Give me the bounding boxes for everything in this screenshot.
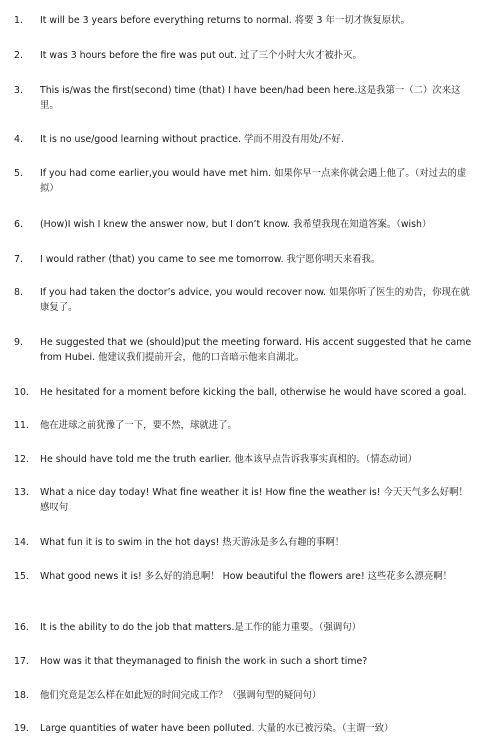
item-text: He should have told me the truth earlier. 他本该早点告诉我事实真相的。（情态动词） bbox=[40, 454, 418, 465]
item-number: 4. bbox=[14, 134, 23, 145]
item-text: If you had come earlier,you would have met him. 如果你早一点来你就会遇上他了。（对过去的虚拟） bbox=[40, 168, 467, 194]
item-number: 3. bbox=[14, 85, 23, 96]
item-number: 8. bbox=[14, 287, 23, 298]
item-text: What fun it is to swim in the hot days! 热天游泳是多么有趣的事啊！ bbox=[40, 537, 345, 548]
item-number: 15. bbox=[14, 571, 29, 582]
item-number: 11. bbox=[14, 420, 29, 431]
item-number: 19. bbox=[14, 723, 29, 734]
item-text: It was 3 hours before the fire was put out. 过了三个小时大火才被扑灭。 bbox=[40, 50, 362, 61]
item-number: 2. bbox=[14, 50, 23, 61]
item-number: 12. bbox=[14, 454, 29, 465]
item-number: 14. bbox=[14, 537, 29, 548]
item-text: It will be 3 years before everything returns to normal. 将要 3 年一切才恢复原状。 bbox=[40, 15, 410, 26]
item-text: I would rather (that) you came to see me tomorrow. 我宁愿你明天来看我。 bbox=[40, 254, 381, 265]
item-text: He hesitated for a moment before kicking the ball, otherwise he would have scored a goal. bbox=[40, 387, 467, 398]
item-text: He suggested that we (should)put the meeting forward. His accent suggested that he came from Hubei. 他建议我们提前开会，他的口音暗示他来自湖北。 bbox=[40, 337, 472, 363]
item-number: 5. bbox=[14, 168, 23, 179]
item-number: 18. bbox=[14, 690, 29, 701]
item-text: It is no use/good learning without practice. 学而不用没有用处/不好. bbox=[40, 134, 344, 145]
item-number: 9. bbox=[14, 337, 23, 348]
item-number: 13. bbox=[14, 487, 29, 498]
item-number: 10. bbox=[14, 387, 29, 398]
item-number: 7. bbox=[14, 254, 23, 265]
item-text: What a nice day today! What fine weather it is! How fine the weather is! 今天天气多么好啊！感叹句 bbox=[40, 487, 468, 513]
item-number: 17. bbox=[14, 656, 29, 667]
item-number: 6. bbox=[14, 219, 23, 230]
item-text: (How)I wish I knew the answer now, but I don’t know. 我希望我现在知道答案。（wish） bbox=[40, 219, 432, 230]
item-number: 1. bbox=[14, 15, 23, 26]
item-text: How was it that theymanaged to finish the work in such a short time? bbox=[40, 656, 368, 667]
item-text: Large quantities of water have been polluted. 大量的水已被污染。（主谓一致） bbox=[40, 723, 394, 734]
item-text: It is the ability to do the job that matters.是工作的能力重要。（强调句） bbox=[40, 622, 361, 633]
item-text: What good news it is! 多么好的消息啊！ How beautiful the flowers are! 这些花多么漂亮啊！ bbox=[40, 571, 453, 582]
item-text: This is/was the first(second) time (that) I have been/had been here.这是我第一（二）次来这里。 bbox=[40, 85, 461, 111]
item-number: 16. bbox=[14, 622, 29, 633]
item-text: 他们究竟是怎么样在如此短的时间完成工作？（强调句型的疑问句） bbox=[40, 690, 322, 701]
item-text: If you had taken the doctor’s advice, you would recover now. 如果你听了医生的劝告，你现在就康复了。 bbox=[40, 287, 470, 313]
item-text: 他在进球之前犹豫了一下，要不然，球就进了。 bbox=[40, 420, 237, 431]
